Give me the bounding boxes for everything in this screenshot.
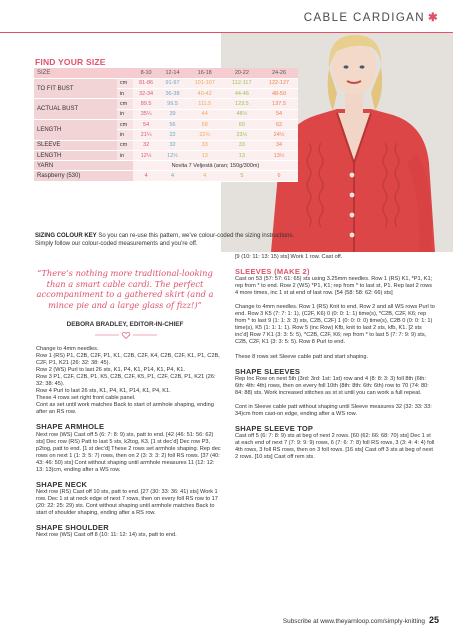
cell: 33 [224, 140, 260, 150]
intro-line: Row 4 Purl to last 26 sts, K1, P4, K1, P14, K1, P4, K1. [36, 388, 171, 395]
cell: 99.5 [159, 99, 185, 109]
shape-sleeves-text: Rep Inc Row on next 5th (3rd: 3rd: 1st: 1st) row and 4 (8: 8: 3: 3) foll 8th (6th: 6th: 4th: 4th) rows, then on every foll 10th (8th: 8th: 6th: 6th) row to 70 (74: 80: 84: 88) sts. Work increased stitches as st st until you can work a full repeat. [235, 375, 429, 396]
header-title [304, 10, 439, 24]
cell: 48½ [224, 109, 260, 119]
cell: 13½ [260, 150, 298, 160]
cell: 4 [133, 171, 159, 181]
cell: 48-50 [260, 89, 298, 99]
cell: 54 [133, 119, 159, 129]
cell: 60 [224, 119, 260, 129]
cell: 89.5 [133, 99, 159, 109]
sleeves-text: Change to 4mm needles. Row 1 (RS) Knit to end. Row 2 and all WS rows Purl to end. Row 3 K5 (7: 7: 1: 1), (C2F, K6) 0 (0: 0: 1: 1) time(s), *C2B, C2F, K6; rep from * to last 9 (1: 1: 3: 3) sts, C2B, C2F) 1 (0: 0: 0: 0) time(s), C2B 0 (0: 0: 1: 1) time(s), K5 (1: 1: 1: 1). Row 5 (inc Row) Kfb, knit to last 2 sts, kfb, K1. [2 sts inc’d] Row 7 K1 (3: 3: 5: 5), *C2B, C2F, K6; rep from * to last 5 (7: 7: 9: 9) sts, C2B, C2F, K1 (3: 3: 5: 5). Row 8 Purl to end. [235, 304, 435, 346]
yarn-value: Novita 7 Veljestä (aran; 150g/300m) [133, 161, 298, 171]
cell: 44-46 [224, 89, 260, 99]
cell: 34 [260, 140, 298, 150]
cell: 101-107 [186, 78, 224, 88]
cell: 122-127 [260, 78, 298, 88]
cell: 23½ [224, 130, 260, 140]
table-row [34, 140, 298, 150]
size-col-5: 24-26 [260, 68, 298, 78]
cell: 111.5 [186, 99, 224, 109]
row-unit: in [117, 130, 133, 140]
cell: 4 [159, 171, 185, 181]
cell: 32 [159, 140, 185, 150]
armhole-text: Next row (WS) Cast off 5 (6: 7: 8: 9) sts, patt to end. [42 (46: 51: 56: 62) sts] Dec row (RS) Patt to last 5 sts, k2tog, K3. [1 st dec’d] Dec row P3, p2tog, patt to end. [1 st dec’d] These 2 rows set armhole shaping. Rep dec rows on next 1 (1: 3: 5: 7) rows, then on 2 (3: 3: 3: 2) foll RS rows. [37 (40: 43: 46: 50) sts] Cont without shaping until armhole measures 11 (12: 12: 13: 13)cm, ending after a WS row. [36, 431, 221, 473]
cell: 40-42 [186, 89, 224, 99]
back-end-text: [9 (10: 11: 13: 15) sts] Work 1 row. Cast off. [235, 254, 343, 260]
pull-quote: “There’s nothing more traditional-looking than a smart cable cardi. The perfect accompaniment to a gathered skirt (and a mince pie and a large glass of fizz!)” [36, 268, 214, 310]
cell: 21¼ [133, 130, 159, 140]
asterisk-icon: ✱ [427, 12, 439, 24]
section-heading: SHAPE SHOULDER [36, 523, 109, 533]
cell: 44 [186, 109, 224, 119]
row-label: TO FIT BUST [34, 78, 117, 99]
size-col-3: 16-18 [186, 68, 224, 78]
size-col-1: 8-10 [133, 68, 159, 78]
size-col-2: 12-14 [159, 68, 185, 78]
raspberry-label: Raspberry (530) [34, 171, 133, 181]
footer [283, 615, 439, 625]
section-heading: SHAPE ARMHOLE [36, 422, 105, 432]
header-title-text: CABLE CARDIGAN [303, 12, 425, 24]
cell: 22¾ [186, 130, 224, 140]
cell: 91-97 [159, 78, 185, 88]
cell: 123.5 [224, 99, 260, 109]
section-heading: SHAPE SLEEVE TOP [235, 423, 314, 433]
cell: 62 [260, 119, 298, 129]
section-heading: SHAPE NECK [36, 479, 88, 489]
row-unit: cm [117, 99, 133, 109]
intro-line: Cont as set until work matches Back to start of armhole shaping, ending after an RS row. [36, 402, 214, 416]
yarn-row [34, 161, 298, 171]
cell: 81-86 [133, 78, 159, 88]
section-heading: SLEEVES (MAKE 2) [235, 267, 310, 277]
left-column [36, 346, 222, 546]
cell: 58 [186, 119, 224, 129]
neck-text: Next row (RS) Cast off 10 sts, patt to end. [27 (30: 33: 36: 41) sts] Work 1 row. Dec 1 st at neck edge of next 7 rows, then on every foll RS row to 17 (20: 22: 25: 29) sts. Cont without shaping until armhole matches Back to start of shoulder shaping, ending after a RS row. [36, 488, 218, 516]
front-intro [36, 346, 222, 416]
table-row [34, 119, 298, 129]
row-label: ACTUAL BUST [34, 99, 117, 120]
row-label: LENGTH [34, 150, 117, 160]
size-table [34, 68, 298, 182]
size-header-row [34, 68, 298, 78]
intro-line: Row 1 (RS) P1, C2B, C2F, P1, K1, C2B, C2F, K4, C2B, C2F, K1, P1, C2B, C2F, P1, K21 (26: 32: 38: 45). [36, 353, 220, 367]
table-row [34, 99, 298, 109]
fit-title: FIND YOUR SIZE [35, 57, 106, 67]
sizing-key-text: So you can re-use this pattern, we’ve colour-coded the sizing instructions. Simply follow our colour-coded measurements and you’re off. [35, 233, 295, 247]
subscribe-link[interactable]: Subscribe at www.theyarnloop.com/simply-knitting [282, 618, 425, 625]
cell: 12½ [133, 150, 159, 160]
cell: 13 [224, 150, 260, 160]
row-unit: in [117, 89, 133, 99]
heart-ornament-icon [93, 330, 159, 340]
cell: 24½ [260, 130, 298, 140]
cell: 32-34 [133, 89, 159, 99]
cell: 12½ [159, 150, 185, 160]
row-label: SLEEVE [34, 140, 117, 150]
cell: 39 [159, 109, 185, 119]
cell: 22 [159, 130, 185, 140]
table-row [34, 78, 298, 88]
row-unit: cm [117, 78, 133, 88]
cell: 36-38 [159, 89, 185, 99]
cell: 33 [186, 140, 224, 150]
sizing-key [35, 232, 305, 248]
cell: 112-117 [224, 78, 260, 88]
cell: 6 [260, 171, 298, 181]
cell: 13 [186, 150, 224, 160]
intro-line: Change to 4mm needles. [36, 346, 99, 352]
table-row [34, 150, 298, 160]
cell: 137.5 [260, 99, 298, 109]
row-label: LENGTH [34, 119, 117, 140]
intro-line: These 4 rows set right front cable panel. [36, 395, 136, 402]
shape-sleeves-text: Cont in Sleeve cable patt without shaping until Sleeve measures 32 (32: 33: 33: 34)cm from cast-on edge, ending after a WS row. [235, 403, 432, 417]
row-unit: in [117, 109, 133, 119]
intro-line: Row 2 (WS) Purl to last 26 sts, K1, P4, K1, P14, K1, P4, K1. [36, 367, 185, 374]
intro-line: Row 3 P1, C2F, C2B, P1, K5, C2B, C2F, K5, P1, C2F, C2B, P1, K21 (26: 32: 38: 45). [36, 374, 216, 388]
page-number: 25 [428, 615, 439, 625]
sizing-key-title: SIZING COLOUR KEY [35, 233, 97, 239]
shoulder-text: Next row (WS) Cast off 8 (10: 11: 12: 14) sts, patt to end. [36, 532, 177, 539]
cell: 54 [260, 109, 298, 119]
row-unit: in [117, 150, 133, 160]
cell: 56 [159, 119, 185, 129]
sleeve-top-text: Cast off 5 (6: 7: 8: 9) sts at beg of next 2 rows. [60 (62: 66: 68: 70) sts] Dec 1 st at each end of next 7 (7: 9: 9: 9) rows, 6 (7: 6: 7: 8) foll RS rows, 3 (3: 4: 4: 4) foll 4th rows, 3 foll RS rows, then on 3 foll rows. [16 sts] Cast off 3 sts at beg of next 2 rows. [10 sts] Cast off rem sts. [235, 432, 435, 461]
sleeves-text: Cast on 53 (57: 57: 61: 65) sts using 3.25mm needles. Row 1 (RS) K1, *P1, K1; rep from * to end. Row 2 (WS) *P1, K1; rep from * to last st, P1. Rep last 2 rows 4 more times, inc 1 st at end of last row. [54 (58: 58: 62: 66) sts] [235, 276, 433, 297]
size-label: SIZE [34, 68, 133, 78]
size-col-4: 20-22 [224, 68, 260, 78]
sleeves-text: These 8 rows set Sleeve cable patt and start shaping. [235, 353, 369, 360]
row-unit: cm [117, 119, 133, 129]
cell: 35¼ [133, 109, 159, 119]
quote-attribution: DEBORA BRADLEY, EDITOR-IN-CHIEF [66, 321, 184, 328]
cell: 4 [186, 171, 224, 181]
raspberry-row [34, 171, 298, 181]
yarn-label: YARN [34, 161, 133, 171]
cell: 32 [133, 140, 159, 150]
cell: 5 [224, 171, 260, 181]
right-column [235, 254, 435, 468]
row-unit: cm [117, 140, 133, 150]
section-heading: SHAPE SLEEVES [235, 366, 301, 376]
